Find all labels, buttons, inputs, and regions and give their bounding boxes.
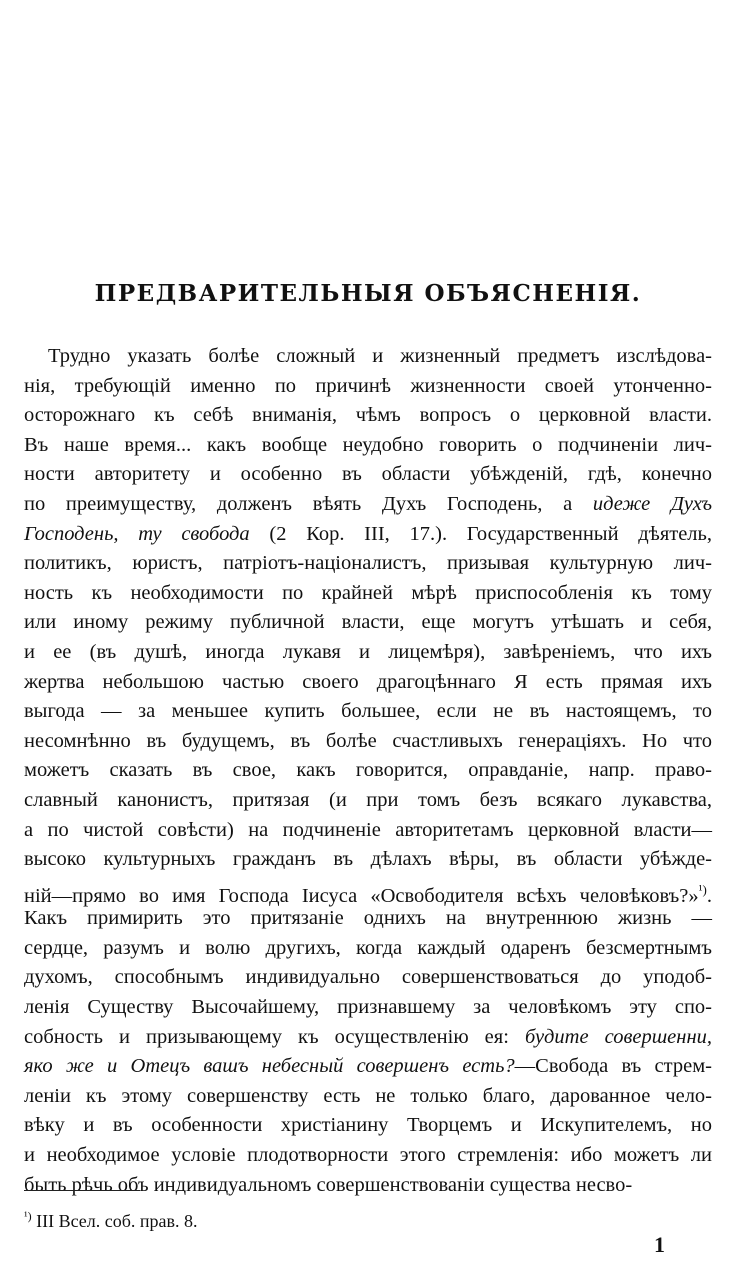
text-line: политикъ, юристъ, патріотъ-націоналистъ, призывая культурную лич- (24, 552, 712, 575)
section-heading: ПРЕДВАРИТЕЛЬНЫЯ ОБЪЯСНЕНІЯ. (94, 280, 642, 307)
text-line: сердце, разумъ и волю другихъ, когда каждый одаренъ безсмертнымъ (24, 936, 712, 959)
text-line: выгода — за меньшее купить большее, если не въ настоящемъ, то (24, 700, 712, 723)
italic-quote: будите совершенни, (524, 1025, 712, 1048)
text-line: ности авторитету и особенно въ области убѣжденій, гдѣ, конечно (24, 463, 712, 486)
footnote-marker: ¹) (24, 1209, 32, 1223)
text-line: осторожнаго къ себѣ вниманія, чѣмъ вопросъ о церковной власти. (24, 404, 712, 427)
text-line (24, 1052, 712, 1082)
text-line: можетъ сказать въ свое, какъ говорится, оправданіе, напр. право- (24, 759, 712, 782)
text-line: и ее (въ душѣ, иногда лукавя и лицемѣря), завѣреніемъ, что ихъ (24, 640, 712, 663)
text-line: а по чистой совѣсти) на подчиненіе авторитетамъ церковной власти— (24, 818, 712, 841)
text-fragment: ній—прямо во имя Господа Іисуса «Освободителя всѣхъ человѣковъ?» (24, 884, 699, 907)
text-line (24, 490, 712, 520)
text-line: Какъ примирить это притязаніе однихъ на внутреннюю жизнь — (24, 907, 712, 930)
body-text (24, 342, 712, 1200)
text-line: ній—прямо во имя Господа Іисуса «Освободителя всѣхъ человѣковъ?»$^{^1)}$. (24, 881, 712, 907)
text-fragment: собность и призывающему къ осуществленію ея: (24, 1025, 509, 1048)
text-line: славный канонистъ, притязая (и при томъ безъ всякаго лукавства, (24, 788, 712, 811)
text-line: высоко культурныхъ гражданъ въ дѣлахъ вѣры, въ области убѣжде- (24, 848, 712, 871)
italic-quote: яко же и Отецъ вашъ небесный совершенъ есть? (24, 1055, 515, 1078)
text-line: и необходимое условіе плодотворности этого стремленія: ибо можетъ ли (24, 1144, 712, 1167)
text-line: Въ наше время... какъ вообще неудобно говорить о подчиненіи лич- (24, 433, 712, 456)
footnote-reference: ¹) (698, 881, 707, 897)
footnote-text: III Всел. соб. прав. 8. (36, 1211, 198, 1231)
text-line: ность къ необходимости по крайней мѣрѣ приспособленія къ тому (24, 581, 712, 604)
text-line: быть рѣчь объ индивидуальномъ совершенствованіи существа несво- (24, 1173, 633, 1196)
text-line: несомнѣнно въ будущемъ, въ болѣе счастливыхъ генераціяхъ. Но что (24, 729, 712, 752)
text-line (24, 520, 712, 550)
text-line: леніи къ этому совершенству есть не только благо, дарованное чело- (24, 1084, 712, 1107)
text-line: нія, требующій именно по причинѣ жизненности своей утонченно- (24, 374, 712, 397)
text-line (24, 1023, 712, 1053)
text-line: духомъ, способнымъ индивидуально совершенствоваться до уподоб- (24, 966, 712, 989)
text-line: или иному режиму публичной власти, еще могутъ утѣшать и себя, (24, 611, 712, 634)
italic-quote: идеже Духъ (592, 492, 712, 515)
footnote-divider (24, 1190, 140, 1191)
text-line: Трудно указать болѣе сложный и жизненный предметъ изслѣдова- (48, 345, 712, 367)
text-fragment: —Свобода въ стрем- (514, 1055, 712, 1078)
text-line: ленія Существу Высочайшему, признавшему за человѣкомъ эту спо- (24, 996, 712, 1019)
text-line: жертва небольшою частью своего драгоцѣннаго Я есть прямая ихъ (24, 670, 712, 693)
footnote (24, 1205, 198, 1232)
text-fragment: по преимуществу, долженъ вѣять Духъ Господень, а (24, 492, 573, 515)
page-number: 1 (654, 1232, 665, 1257)
text-fragment: (2 Кор. III, 17.). Государственный дѣятель, (269, 522, 713, 545)
text-line: вѣку и въ особенности христіанину Творцемъ и Искупителемъ, но (24, 1114, 712, 1137)
italic-quote: Господень, ту свобода (24, 522, 250, 545)
